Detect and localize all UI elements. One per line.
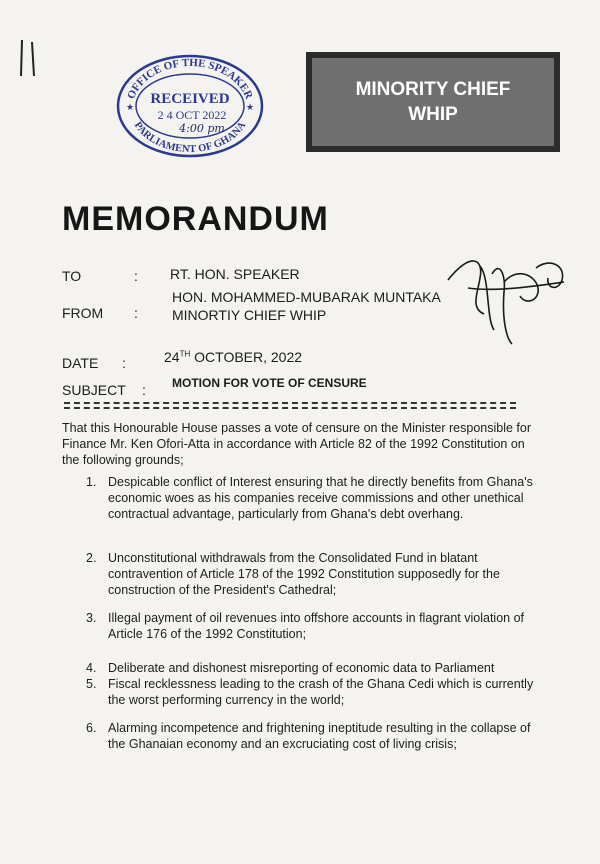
item-number: 2. [86,551,97,565]
date-label: DATE [62,355,99,371]
header-box-text: MINORITY CHIEF WHIP [355,79,511,125]
intro-paragraph: That this Honourable House passes a vote of censure on the Minister responsible for Finance Mr. Ken Ofori-Atta in accordance with Article 82 of the 1992 Constitution on the following grounds; [62,421,532,467]
from-value-name: HON. MOHAMMED-MUBARAK MUNTAKA [172,289,441,305]
item-number: 6. [86,721,97,735]
from-label: FROM [62,305,104,321]
date-suffix: TH [179,349,191,359]
star-icon: ★ [126,102,135,112]
item-text: Unconstitutional withdrawals from the Consolidated Fund in blatant contravention of Article 178 of the 1992 Constitution supposedly for the construction of the President's Cathedral; [108,551,500,597]
stamp-received-text: RECEIVED [150,91,230,107]
star-icon: ★ [246,102,255,112]
subject-value: MOTION FOR VOTE OF CENSURE [172,376,367,390]
item-number: 1. [86,475,97,489]
from-colon: : [134,305,138,321]
item-number: 4. [86,661,97,675]
divider-rule [64,402,516,409]
date-value [164,349,302,365]
stamp-bottom-text: PARLIAMENT OF GHANA [131,120,249,156]
date-colon: : [122,355,126,371]
stamp-time: 4:00 pm [179,122,225,135]
to-value: RT. HON. SPEAKER [170,266,300,282]
item-number: 5. [86,677,97,691]
minority-chief-whip-header [306,52,560,152]
stamp-top-text: OFFICE OF THE SPEAKER [125,56,255,101]
item-text: Fiscal recklessness leading to the crash of the Ghana Cedi which is currently the worst performing currency in the world; [108,677,534,707]
subject-label: SUBJECT [62,382,126,398]
signature [440,248,570,348]
item-number: 3. [86,611,97,625]
date-day: 24 [164,349,180,365]
to-colon: : [134,268,138,284]
handwritten-mark [18,38,38,78]
from-value-title: MINORTIY CHIEF WHIP [172,307,327,323]
to-label: TO [62,268,82,284]
stamp-date: 2 4 OCT 2022 [157,108,227,122]
item-text: Deliberate and dishonest misreporting of economic data to Parliament [108,661,495,675]
item-text: Illegal payment of oil revenues into offshore accounts in flagrant violation of Article 176 of the 1992 Constitution; [108,611,524,641]
item-text: Despicable conflict of Interest ensuring that he directly benefits from Ghana's economic woes as his companies receive commissions and other unethical contractual advantage, particularly from Ghana's debt overhang. [108,475,533,521]
memo-title: MEMORANDUM [62,200,329,238]
subject-colon: : [142,382,146,398]
received-stamp [110,48,270,158]
date-rest: OCTOBER, 2022 [190,349,303,365]
item-text: Alarming incompetence and frightening ineptitude resulting in the collapse of the Ghanaian economy and an excruciating cost of living crisis; [108,721,531,751]
